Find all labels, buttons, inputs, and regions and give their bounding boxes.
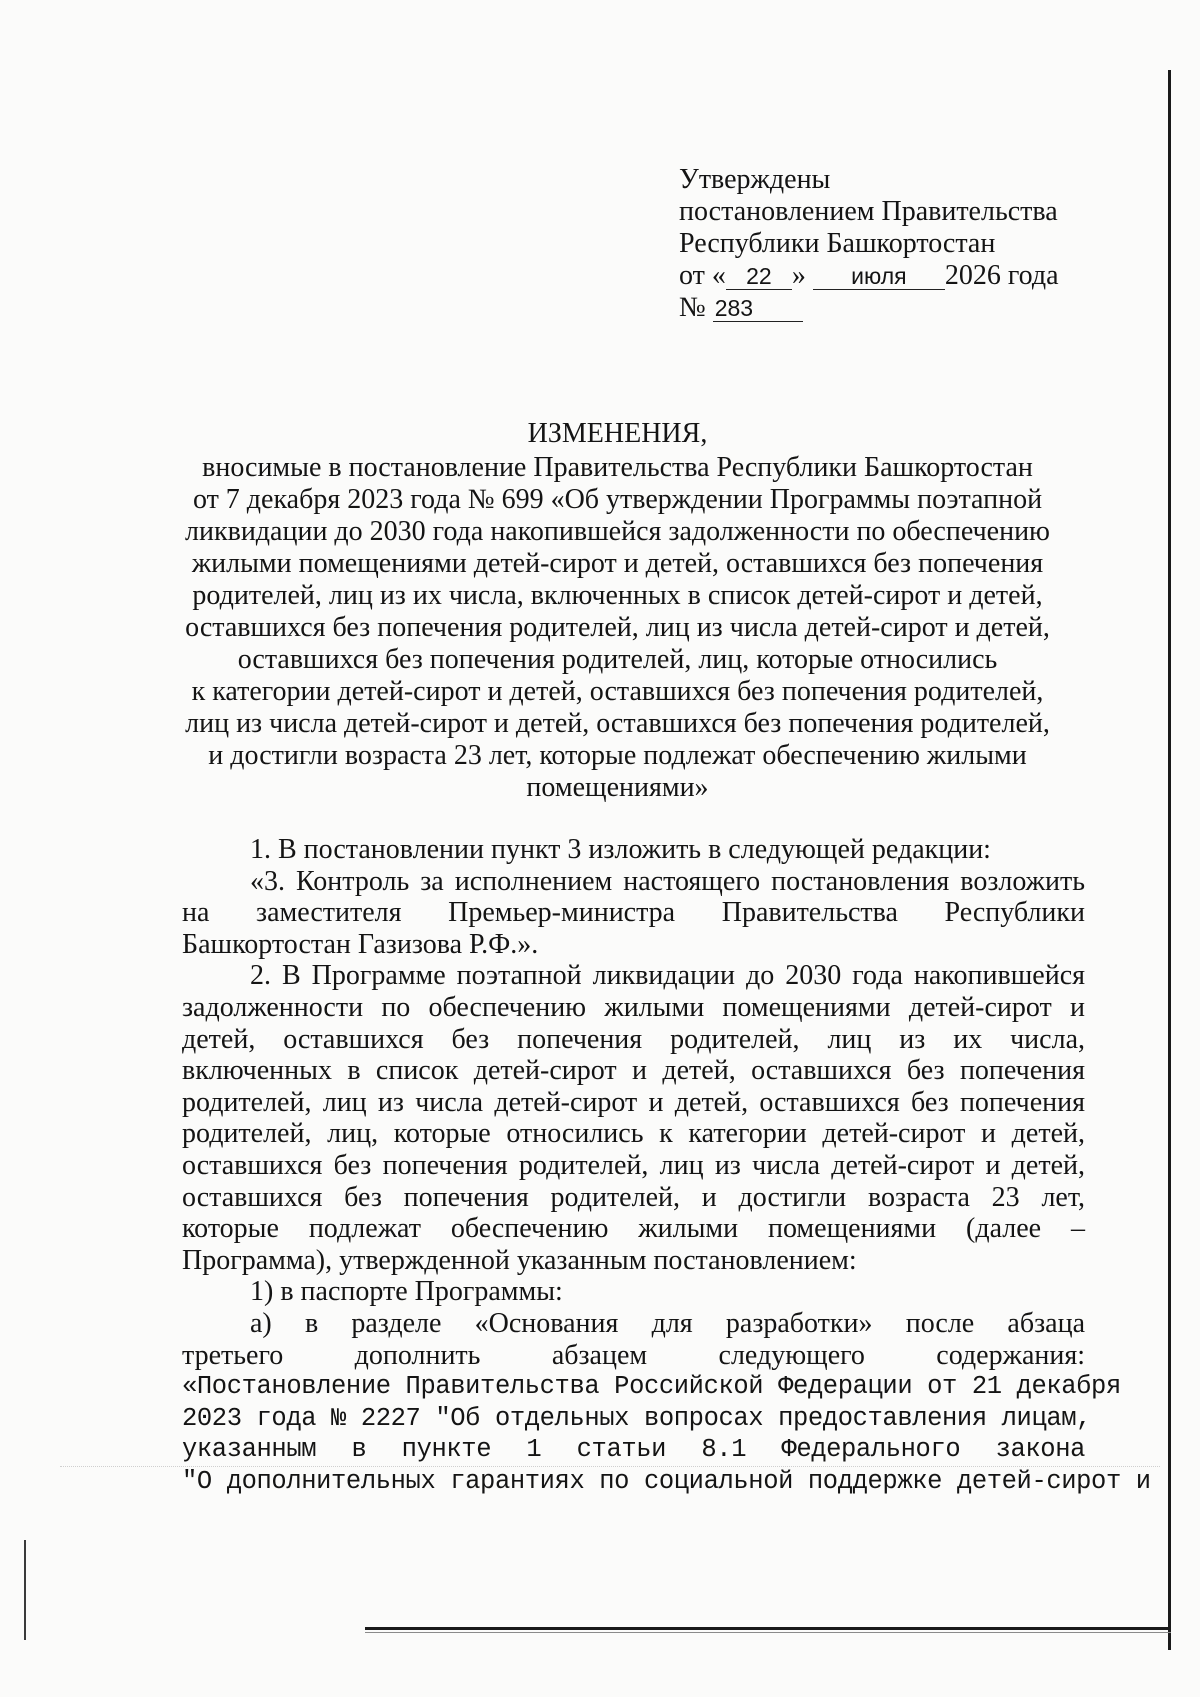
title-line: к категории детей-сирот и детей, оставшихся без попечения родителей, <box>191 676 1044 707</box>
title-line: от 7 декабря 2023 года № 699 «Об утверждении Программы поэтапной <box>192 484 1043 515</box>
paragraph-line: родителей, лиц, которые относились к категории детей-сирот и детей, <box>182 1118 1085 1150</box>
paragraph-line: 1) в паспорте Программы: <box>250 1276 563 1308</box>
paragraph-line: на заместителя Премьер-министра Правительства Республики <box>182 897 1085 929</box>
paragraph-line: оставшихся без попечения родителей, лиц из числа детей-сирот и детей, <box>182 1149 1085 1181</box>
title-line: оставшихся без попечения родителей, лиц, которые относились <box>237 644 998 675</box>
paragraph-line: включенных в список детей-сирот и детей, оставшихся без попечения <box>182 1055 1085 1087</box>
paragraph-line: "О дополнительных гарантиях по социальной поддержке детей-сирот и <box>182 1466 1151 1496</box>
title-line: вносимые в постановление Правительства Республики Башкортостан <box>202 452 1033 483</box>
paragraph-line: а) в разделе «Основания для разработки» после абзаца <box>250 1307 1085 1339</box>
document-number: 283 <box>713 295 803 322</box>
paragraph-3 <box>182 960 1085 1276</box>
scan-edge-bottom-shadow <box>365 1632 1171 1633</box>
paragraph-line: Башкортостан Газизова Р.Ф.». <box>182 928 539 960</box>
paragraph-6-quoted <box>182 1371 1151 1497</box>
paragraph-line: задолженности по обеспечению жилыми помещениями детей-сирот и <box>182 991 1085 1023</box>
paragraph-line: «3. Контроль за исполнением настоящего постановления возложить <box>250 865 1085 897</box>
date-prefix: от « <box>679 260 726 291</box>
scan-edge-right <box>1168 70 1171 1650</box>
approval-number-line <box>679 292 1099 324</box>
title-line: жилыми помещениями детей-сирот и детей, оставшихся без попечения <box>191 548 1044 579</box>
paragraph-2 <box>182 866 1085 961</box>
paragraph-1 <box>182 834 1085 866</box>
approval-line-2: постановлением Правительства <box>679 196 1058 227</box>
paragraph-5 <box>182 1308 1085 1371</box>
paragraph-line: «Постановление Правительства Российской Федерации от 21 декабря <box>182 1372 1121 1402</box>
document-title <box>150 418 1085 804</box>
paragraph-line: указанным в пункте 1 статьи 8.1 Федерального закона <box>182 1435 1085 1465</box>
scan-edge-bottom <box>365 1627 1171 1630</box>
paragraph-line: 2. В Программе поэтапной ликвидации до 2030 года накопившейся <box>250 960 1085 992</box>
approval-line-1: Утверждены <box>679 164 831 195</box>
date-month: июля <box>813 263 945 290</box>
scan-edge-left <box>24 1540 26 1640</box>
paragraph-line: третьего дополнить абзацем следующего содержания: <box>182 1339 1085 1371</box>
title-line: оставшихся без попечения родителей, лиц из числа детей-сирот и детей, <box>185 612 1050 643</box>
paragraph-line: родителей, лиц из числа детей-сирот и детей, оставшихся без попечения <box>182 1086 1085 1118</box>
paragraph-line: детей, оставшихся без попечения родителей, лиц из их числа, <box>182 1023 1085 1055</box>
title-line: и достигли возраста 23 лет, которые подлежат обеспечению жилыми <box>208 740 1027 771</box>
title-heading: ИЗМЕНЕНИЯ, <box>527 418 708 449</box>
title-line: лиц из числа детей-сирот и детей, оставшихся без попечения родителей, <box>185 708 1050 739</box>
paragraph-line: которые подлежат обеспечению жилыми помещениями (далее – <box>182 1213 1085 1245</box>
date-year: 2026 года <box>944 260 1059 291</box>
approval-line-3: Республики Башкортостан <box>679 228 996 259</box>
date-day: 22 <box>726 263 792 290</box>
number-prefix: № <box>679 292 706 323</box>
paragraph-4 <box>182 1276 1085 1308</box>
approval-block <box>679 164 1099 324</box>
approval-date-line <box>679 260 1099 292</box>
paragraph-line: Программа), утвержденной указанным постановлением: <box>182 1244 857 1276</box>
paragraph-line: оставшихся без попечения родителей, и достигли возраста 23 лет, <box>182 1181 1085 1213</box>
paragraph-line: 1. В постановлении пункт 3 изложить в следующей редакции: <box>250 834 991 865</box>
date-mid: » <box>791 260 806 291</box>
paragraph-line: 2023 года № 2227 "Об отдельных вопросах предоставления лицам, <box>182 1403 1092 1433</box>
title-line: родителей, лиц из их числа, включенных в список детей-сирот и детей, <box>192 580 1043 611</box>
document-body <box>182 834 1151 1497</box>
title-line: ликвидации до 2030 года накопившейся задолженности по обеспечению <box>185 516 1050 547</box>
title-line: помещениями» <box>526 772 709 803</box>
